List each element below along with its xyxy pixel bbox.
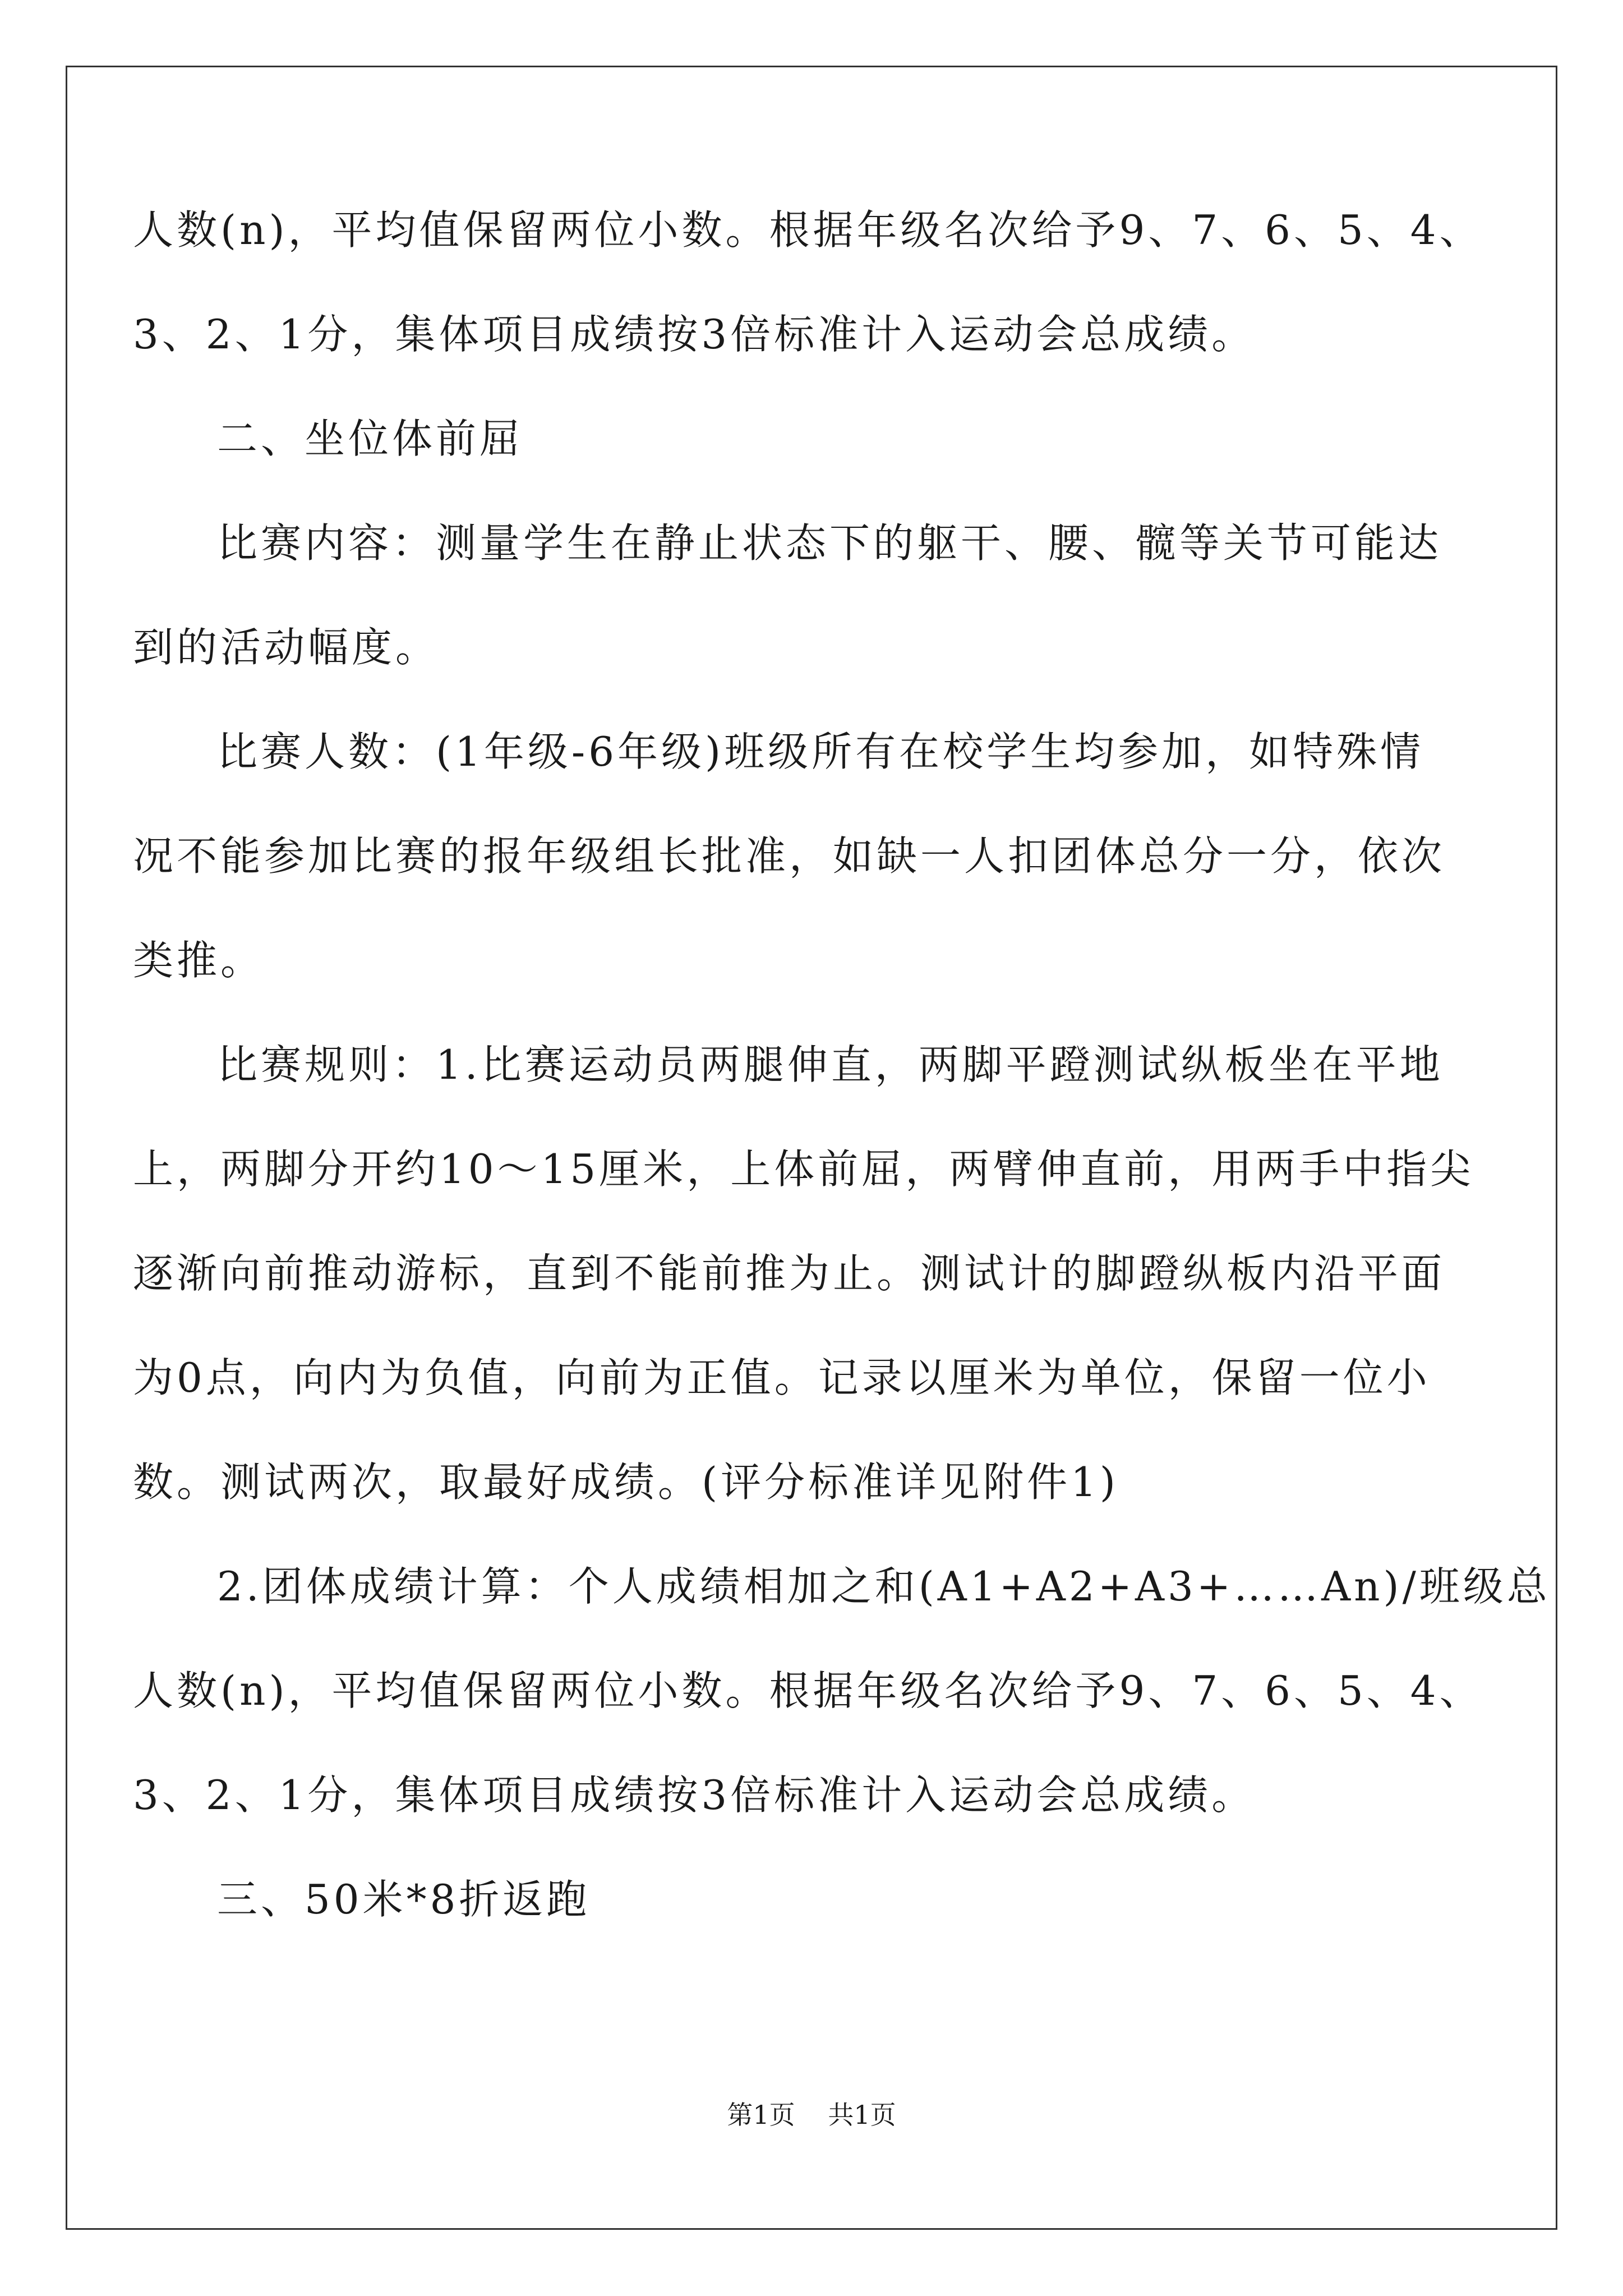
text-line: 2.团体成绩计算：个人成绩相加之和(A1+A2+A3+……An)/班级总 [217, 1563, 1551, 1610]
text-line: 上，两脚分开约10～15厘米，上体前屈，两臂伸直前，用两手中指尖 [133, 1145, 1474, 1193]
text-line: 比赛人数：(1年级-6年级)班级所有在校学生均参加，如特殊情 [217, 728, 1424, 775]
text-line: 数。测试两次，取最好成绩。(评分标准详见附件1) [133, 1458, 1119, 1506]
text-line: 逐渐向前推动游标，直到不能前推为止。测试计的脚蹬纵板内沿平面 [133, 1250, 1446, 1297]
page-number: 第1页 [727, 2100, 795, 2130]
page-total: 共1页 [828, 2100, 896, 2130]
text-line: 人数(n)，平均值保留两位小数。根据年级名次给予9、7、6、5、4、 [133, 206, 1483, 254]
text-line: 比赛内容：测量学生在静止状态下的躯干、腰、髋等关节可能达 [217, 519, 1442, 567]
text-line: 为0点，向内为负值，向前为正值。记录以厘米为单位，保留一位小 [133, 1354, 1431, 1401]
text-line: 比赛规则：1.比赛运动员两腿伸直，两脚平蹬测试纵板坐在平地 [217, 1041, 1444, 1088]
text-line: 3、2、1分，集体项目成绩按3倍标准计入运动会总成绩。 [133, 311, 1256, 358]
section-heading: 三、50米*8折返跑 [217, 1876, 591, 1923]
text-line: 3、2、1分，集体项目成绩按3倍标准计入运动会总成绩。 [133, 1772, 1256, 1819]
text-line: 类推。 [133, 937, 265, 984]
text-line: 到的活动幅度。 [133, 624, 440, 671]
page-footer [0, 2098, 1623, 2132]
text-line: 况不能参加比赛的报年级组长批准，如缺一人扣团体总分一分，依次 [133, 832, 1446, 880]
section-heading: 二、坐位体前屈 [217, 415, 524, 462]
text-line: 人数(n)，平均值保留两位小数。根据年级名次给予9、7、6、5、4、 [133, 1667, 1483, 1714]
